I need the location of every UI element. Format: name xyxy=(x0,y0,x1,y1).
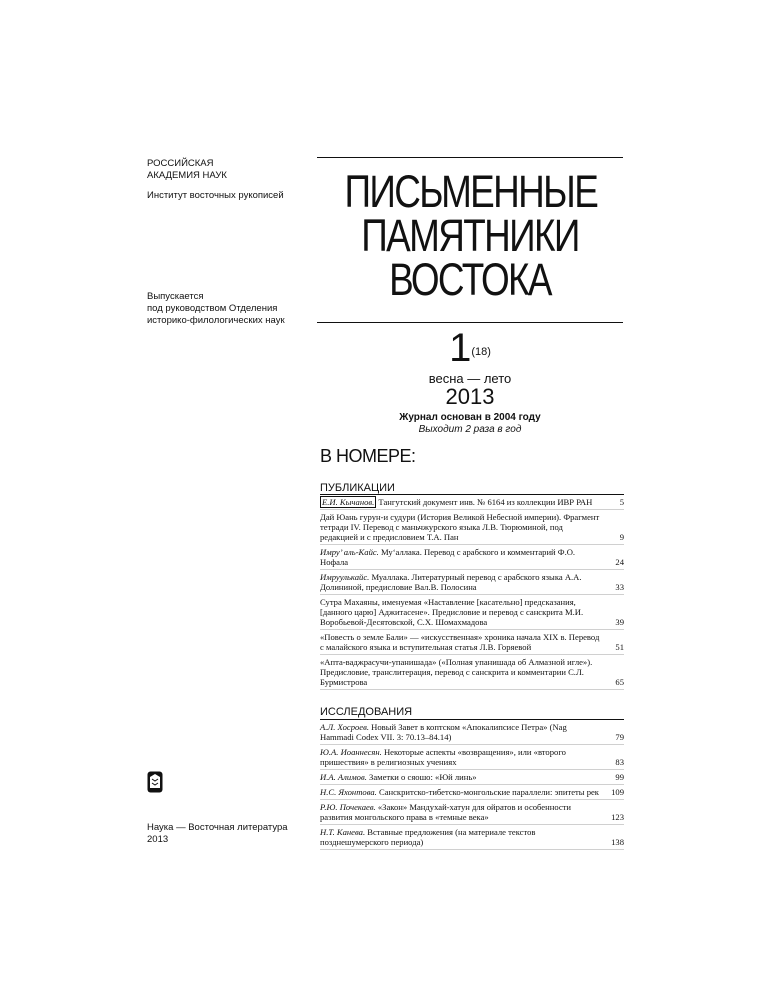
section-research: ИССЛЕДОВАНИЯ xyxy=(320,706,413,718)
toc-title: «Апта-ваджрасучи-упанишада» («Полная упанишада об Алмазной игле»). Предисловие, транслитерация, перевод с санскрита и комментарии С.Л. Бурмистрова xyxy=(320,657,593,687)
toc-author: Н.С. Яхонтова. xyxy=(320,787,377,797)
toc-page-number: 51 xyxy=(615,642,624,652)
founded-text: Журнал основан в 2004 году xyxy=(399,412,541,423)
toc-title: Дай Юань гурун-и судури (История Великой Небесной империи). Фрагмент тетради IV. Перевод с маньчжурского языка Л.В. Тюрюминой, под редакцией и с предисловием Т.А. Пан xyxy=(320,512,600,542)
academy-name-2: АКАДЕМИЯ НАУК xyxy=(147,170,227,181)
publisher-logo-icon xyxy=(147,771,163,793)
publisher-note-line: под руководством Отделения xyxy=(147,303,278,314)
academy-block xyxy=(147,158,284,202)
section-rule xyxy=(320,494,624,495)
in-issue-heading: В НОМЕРЕ: xyxy=(320,446,416,466)
research-list xyxy=(320,722,624,852)
issue-year: 2013 xyxy=(445,384,495,409)
toc-entry xyxy=(320,802,624,825)
toc-entry xyxy=(320,722,624,745)
toc-page-number: 109 xyxy=(611,787,624,797)
toc-author: Р.Ю. Почекаев. xyxy=(320,802,376,812)
founded-note xyxy=(317,412,623,436)
toc-page-number: 9 xyxy=(619,532,624,542)
issue-season: весна — лето xyxy=(428,371,512,386)
toc-page-number: 83 xyxy=(615,757,624,767)
toc-entry xyxy=(320,497,624,510)
toc-title: Вставные предложения (на материале текстов позднешумерского периода) xyxy=(320,827,536,847)
toc-title: «Закон» Мандухай-хатун для ойратов и особенности развития монгольского права в «темные века» xyxy=(320,802,572,822)
toc-author: Имру’ аль-Кайс. xyxy=(320,547,379,557)
toc-title: Новый Завет в коптском «Апокалипсисе Петра» (Nag Hammadi Codex VII. 3: 70.13–84.14) xyxy=(320,722,567,742)
toc-page-number: 65 xyxy=(615,677,624,687)
frequency-text: Выходит 2 раза в год xyxy=(418,424,522,435)
academy-name: РОССИЙСКАЯ xyxy=(147,158,214,169)
publisher-year: 2013 xyxy=(147,834,169,845)
issue-number: 1 xyxy=(449,326,472,370)
section-rule xyxy=(320,719,624,720)
publisher-note-line: Выпускается xyxy=(147,291,204,302)
toc-title: Некоторые аспекты «возвращения», или «второго пришествия» в религиозных учениях xyxy=(320,747,566,767)
toc-author: А.Л. Хосроев. xyxy=(320,722,369,732)
toc-page-number: 138 xyxy=(611,837,624,847)
toc-author: Н.Т. Канева. xyxy=(320,827,366,837)
toc-entry xyxy=(320,747,624,770)
toc-page-number: 33 xyxy=(615,582,624,592)
top-rule xyxy=(317,157,623,158)
toc-title: Муаллака. Литературный перевод с арабского языка А.А. Долининой, предисловие Вал.В. Полосина xyxy=(320,572,582,592)
publisher-note xyxy=(147,291,285,327)
toc-title: Сутра Махаяны, именуемая «Наставление [касательно] предсказания, [данного царю] Аджитасене». Предисловие и перевод с санскрита М.И. Воробьевой-Десятовской, С.Х. Шомахмадова xyxy=(320,597,584,627)
title-rule xyxy=(317,322,623,323)
toc-page-number: 123 xyxy=(611,812,624,822)
toc-page-number: 99 xyxy=(615,772,624,782)
title-line: ПАМЯТНИКИ xyxy=(361,210,579,261)
publisher-note-line: историко-филологических наук xyxy=(147,315,285,326)
toc-title: «Повесть о земле Бали» — «искусственная» хроника начала XIX в. Перевод с малайского языка и вступительная статья Л.В. Горяевой xyxy=(320,632,600,652)
toc-author: Имруулькайс. xyxy=(320,572,370,582)
toc-author: Е.И. Кычанов. xyxy=(322,497,375,507)
publisher-footer xyxy=(147,822,288,846)
toc-entry xyxy=(320,512,624,545)
toc-author: И.А. Алимов. xyxy=(320,772,367,782)
toc-author: Ю.А. Иоаннесян. xyxy=(320,747,382,757)
title-line: ВОСТОКА xyxy=(389,254,551,305)
issue-total: (18) xyxy=(471,346,491,358)
institute-name: Институт восточных рукописей xyxy=(147,190,284,201)
publisher-name: Наука — Восточная литература xyxy=(147,822,288,833)
toc-entry xyxy=(320,597,624,630)
toc-page-number: 5 xyxy=(619,497,624,507)
toc-entry xyxy=(320,572,624,595)
issue-info xyxy=(317,328,623,408)
toc-entry xyxy=(320,632,624,655)
section-publications: ПУБЛИКАЦИИ xyxy=(320,482,395,494)
toc-entry xyxy=(320,787,624,800)
toc-entry xyxy=(320,547,624,570)
toc-title: Му‘аллака. Перевод с арабского и комментарий Ф.О. Нофала xyxy=(320,547,576,567)
title-line: ПИСЬМЕННЫЕ xyxy=(344,166,598,217)
toc-entry xyxy=(320,657,624,690)
toc-page-number: 39 xyxy=(615,617,624,627)
toc-title: Тангутский документ инв. № 6164 из коллекции ИВР РАН xyxy=(376,497,593,507)
toc-title: Заметки о сяошо: «Юй линь» xyxy=(366,772,477,782)
journal-title xyxy=(344,166,598,305)
publications-list xyxy=(320,497,624,692)
toc-title: Санскритско-тибетско-монгольские параллели: эпитеты рек xyxy=(376,787,599,797)
toc-entry xyxy=(320,827,624,850)
toc-page-number: 24 xyxy=(615,557,624,567)
toc-page-number: 79 xyxy=(615,732,624,742)
toc-entry xyxy=(320,772,624,785)
